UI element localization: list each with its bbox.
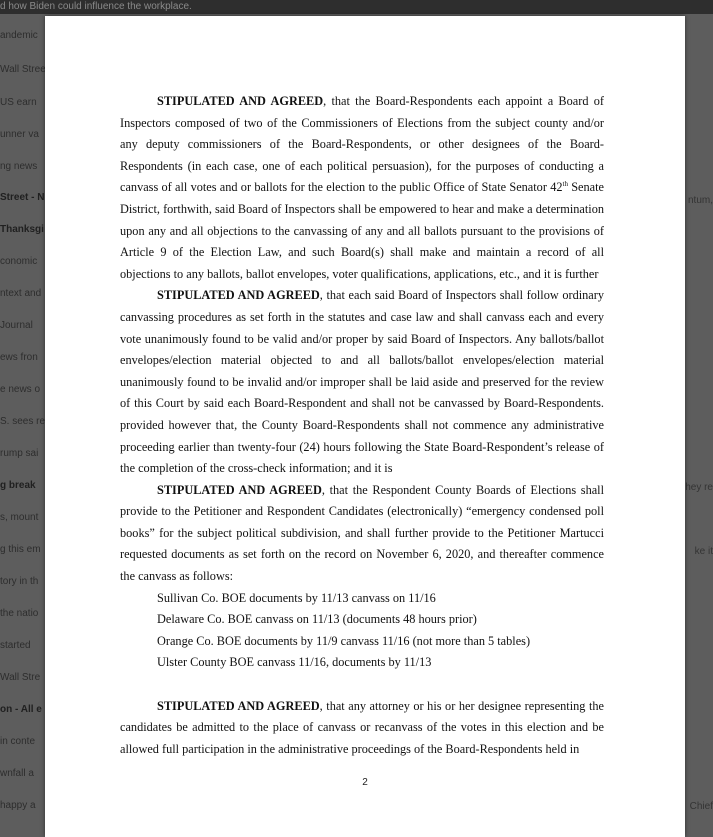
stipulation-lead: STIPULATED AND AGREED [157,698,320,713]
paragraph [120,696,604,761]
ordinal-suffix: th [562,180,568,189]
paragraph [120,480,604,588]
paragraph-text: Senate District, forthwith, said Board of Inspectors shall be empowered to hear and make a determination upon any and all objections to the canvassing of any and all ballots pursuant to the provisions of Article 9 of the Election Law, and such Board(s) shall make and maintain a record of all objections to any ballots, ballot envelopes, voter qualifications, applications, etc., and it is further [120,180,604,281]
document-body [120,91,604,760]
canvass-schedule [120,588,604,674]
stipulation-lead: STIPULATED AND AGREED [157,94,324,108]
paragraph [120,91,604,285]
paragraph-text: , that each said Board of Inspectors shall follow ordinary canvassing procedures as set forth in the statutes and case law and shall canvass each and every vote unanimously found to be valid and/or proper by said Board of Inspectors. Any ballots/ballot envelopes/election material objected to and all ballots/ballot envelopes/election material unanimously found to be invalid and/or improper shall be laid aside and preserved for the review of this Court by said each Board-Respondent and shall not be canvassed by Board-Respondents. provided however that, the County Board-Respondents shall not commence any administrative proceeding earlier than twenty-four (24) hours following the State Board-Respondent’s release of the completion of the cross-check information; and it is [120,288,604,476]
page-number: 2 [362,777,368,788]
stipulation-lead: STIPULATED AND AGREED [157,288,320,303]
paragraph-text: , that any attorney or his or her designee representing the candidates be admitted to the place of canvass or recanvass of the votes in this election and be allowed full participation in the administrative proceedings of the Board-Respondents held in [120,698,604,756]
stipulation-lead: STIPULATED AND AGREED [157,482,322,497]
background-headline: d how Biden could influence the workplace. [0,1,192,12]
schedule-item: Ulster County BOE canvass 11/16, documents by 11/13 [157,655,432,670]
paragraph [120,285,604,479]
schedule-item: Sullivan Co. BOE documents by 11/13 canvass on 11/16 [157,590,436,605]
schedule-item: Delaware Co. BOE canvass on 11/13 (documents 48 hours prior) [157,612,477,627]
top-strip [0,0,713,14]
paragraph-text: , that the Respondent County Boards of Elections shall provide to the Petitioner and Respondent Candidates (electronically) “emergency condensed poll books” for the subject political subdivision, and shall further provide to the Petitioner Martucci requested documents as set forth on the record on November 6, 2020, and thereafter commence the canvass as follows: [120,482,605,584]
paragraph-text: , that the Board-Respondents each appoint a Board of Inspectors composed of two of the Commissioners of Elections from the subject county and/or any deputy commissioners of the Board-Respondents, or other designees of the Board-Respondents (in each case, one of each political persuasion), for the purposes of conducting a canvass of all votes and or ballots for the election to the public Office of State Senator 42 [120,94,604,195]
document-page [45,16,685,837]
schedule-item: Orange Co. BOE documents by 11/9 canvass 11/16 (not more than 5 tables) [157,633,531,648]
blank-line [120,674,604,696]
